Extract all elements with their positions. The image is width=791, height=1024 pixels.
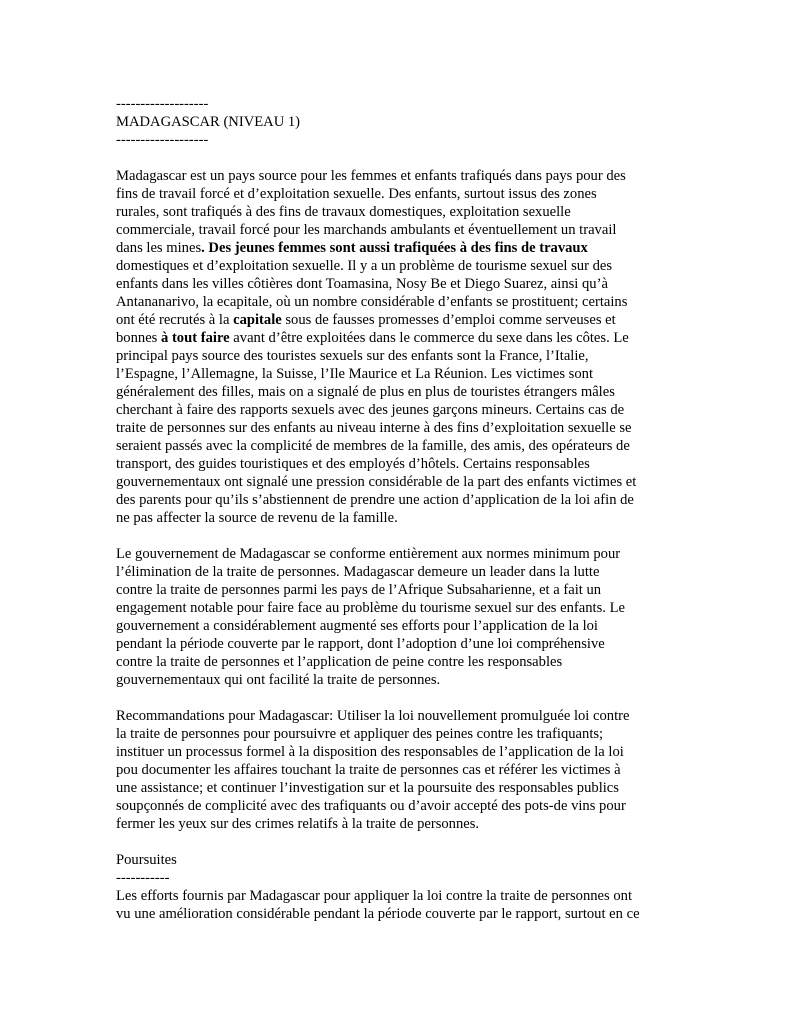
paragraph-line: principal pays source des touristes sexuels sur des enfants sont la France, l’Italie,	[116, 348, 589, 364]
section-title: Poursuites	[116, 852, 177, 868]
paragraph-line: rurales, sont trafiqués à des fins de travaux domestiques, exploitation sexuelle	[116, 204, 571, 220]
paragraph-line: fermer les yeux sur des crimes relatifs à la traite de personnes.	[116, 816, 480, 832]
paragraph-line: cherchant à faire des rapports sexuels avec des jeunes garçons mineurs. Certains cas de	[116, 402, 625, 418]
text-run: avant d’être exploitées dans le commerce du sexe dans les côtes. Le	[229, 330, 629, 346]
paragraph-line: seraient passés avec la complicité de membres de la famille, des amis, des opérateurs de	[116, 438, 630, 454]
text-run: ont été recrutés à la	[116, 312, 234, 328]
paragraph-line: gouvernementaux ont signalé une pression considérable de la part des enfants victimes et	[116, 474, 637, 490]
document-page	[116, 95, 688, 923]
header-rule-top: -------------------	[116, 96, 209, 112]
spacer	[116, 833, 688, 851]
spacer	[116, 149, 688, 167]
paragraph-line: Antananarivo, la ecapitale, où un nombre considérable d’enfants se prostituent; certains	[116, 294, 628, 310]
paragraph-1	[116, 167, 688, 527]
section-rule: -----------	[116, 870, 170, 886]
paragraph-line: la traite de personnes pour poursuivre et appliquer des peines contre les trafiquants;	[116, 726, 604, 742]
paragraph-line: l’élimination de la traite de personnes. Madagascar demeure un leader dans la lutte	[116, 564, 600, 580]
paragraph-line: pou documenter les affaires touchant la traite de personnes cas et référer les victimes à	[116, 762, 621, 778]
paragraph-line: Les efforts fournis par Madagascar pour appliquer la loi contre la traite de personnes ont	[116, 888, 633, 904]
paragraph-line: des parents pour qu’ils s’abstiennent de prendre une action d’application de la loi afin de	[116, 492, 634, 508]
bold-run: capitale	[233, 312, 282, 328]
paragraph-line: gouvernementaux qui ont facilité la traite de personnes.	[116, 672, 441, 688]
paragraph-line: soupçonnés de complicité avec des trafiquants ou d’avoir accepté des pots-de vins pour	[116, 798, 626, 814]
paragraph-line: pendant la période couverte par le rapport, dont l’adoption d’une loi compréhensive	[116, 636, 605, 652]
paragraph-line: engagement notable pour faire face au problème du tourisme sexuel sur des enfants. Le	[116, 600, 625, 616]
spacer	[116, 689, 688, 707]
paragraph-line: instituer un processus formel à la disposition des responsables de l’application de la loi	[116, 744, 624, 760]
paragraph-line: contre la traite de personnes parmi les pays de l’Afrique Subsaharienne, et a fait un	[116, 582, 602, 598]
text-run: dans les mines	[116, 240, 202, 256]
page-title: MADAGASCAR (NIVEAU 1)	[116, 114, 301, 130]
spacer	[116, 527, 688, 545]
paragraph-4	[116, 887, 688, 923]
paragraph-line: ne pas affecter la source de revenu de la famille.	[116, 510, 398, 526]
paragraph-line: domestiques et d’exploitation sexuelle. Il y a un problème de tourisme sexuel sur des	[116, 258, 613, 274]
paragraph-line: Recommandations pour Madagascar: Utiliser la loi nouvellement promulguée loi contre	[116, 708, 630, 724]
paragraph-line: vu une amélioration considérable pendant la période couverte par le rapport, surtout en ce	[116, 906, 640, 922]
paragraph-line: transport, des guides touristiques et des employés d’hôtels. Certains responsables	[116, 456, 590, 472]
paragraph-line	[116, 329, 688, 347]
paragraph-line: enfants dans les villes côtières dont Toamasina, Nosy Be et Diego Suarez, ainsi qu’à	[116, 276, 608, 292]
paragraph-line	[116, 311, 688, 329]
paragraph-line: gouvernement a considérablement augmenté ses efforts pour l’application de la loi	[116, 618, 598, 634]
paragraph-line	[116, 239, 688, 257]
paragraph-line: contre la traite de personnes et l’application de peine contre les responsables	[116, 654, 563, 670]
text-run: bonnes	[116, 330, 161, 346]
paragraph-line: une assistance; et continuer l’investigation sur et la poursuite des responsables publics	[116, 780, 619, 796]
bold-run: . Des jeunes femmes sont aussi trafiquées à des fins de travaux	[201, 240, 588, 256]
paragraph-2	[116, 545, 688, 689]
paragraph-3	[116, 707, 688, 833]
paragraph-line: fins de travail forcé et d’exploitation sexuelle. Des enfants, surtout issus des zones	[116, 186, 597, 202]
header-rule-bottom: -------------------	[116, 132, 209, 148]
paragraph-line: généralement des filles, mais on a signalé de plus en plus de touristes étrangers mâles	[116, 384, 615, 400]
paragraph-line: traite de personnes sur des enfants au niveau interne à des fins d’exploitation sexuelle se	[116, 420, 632, 436]
paragraph-line: Madagascar est un pays source pour les femmes et enfants trafiqués dans pays pour des	[116, 168, 626, 184]
paragraph-line: commerciale, travail forcé pour les marchands ambulants et éventuellement un travail	[116, 222, 617, 238]
paragraph-line: l’Espagne, l’Allemagne, la Suisse, l’Ile Maurice et La Réunion. Les victimes sont	[116, 366, 594, 382]
paragraph-line: Le gouvernement de Madagascar se conforme entièrement aux normes minimum pour	[116, 546, 621, 562]
text-run: sous de fausses promesses d’emploi comme serveuses et	[281, 312, 616, 328]
bold-run: à tout faire	[161, 330, 230, 346]
